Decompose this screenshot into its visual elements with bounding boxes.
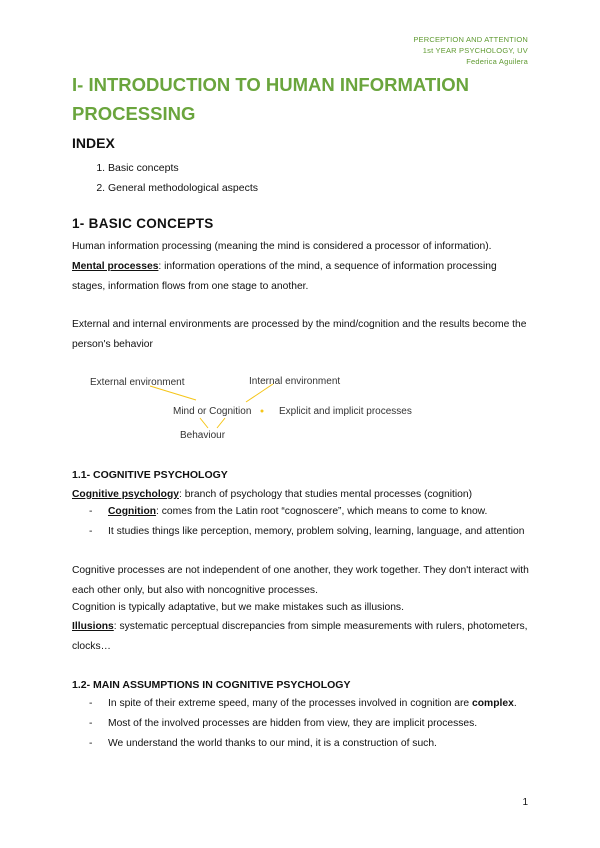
paragraph-adaptative: Cognition is typically adaptative, but we make mistakes such as illusions.	[72, 602, 404, 613]
definition-mental-processes: : information operations of the mind, a sequence of information processing stages, information flows from one stage to another.	[72, 261, 497, 292]
list-item	[72, 694, 532, 714]
arrow-external-to-mind	[150, 386, 196, 400]
assumption-emphasis: complex	[472, 698, 514, 709]
section-heading-cognitive-psychology: 1.1- COGNITIVE PSYCHOLOGY	[72, 469, 228, 481]
term-cognitive-psychology: Cognitive psychology	[72, 489, 179, 500]
section-heading-basic-concepts: 1- BASIC CONCEPTS	[72, 216, 214, 231]
arrow-mind-to-behaviour	[200, 418, 208, 428]
assumptions-bullet-list	[72, 694, 532, 754]
processing-diagram	[80, 370, 460, 450]
list-item: - It studies things like perception, memory, problem solving, learning, language, and attention	[72, 522, 532, 542]
page-number: 1	[522, 797, 528, 808]
header-year: 1st YEAR PSYCHOLOGY, UV	[422, 46, 528, 55]
section-heading-main-assumptions: 1.2- MAIN ASSUMPTIONS IN COGNITIVE PSYCHOLOGY	[72, 679, 351, 691]
header-author: Federica Aguilera	[466, 57, 528, 66]
term-illusions: Illusions	[72, 621, 114, 632]
list-item	[72, 502, 532, 522]
assumption-text-end: .	[513, 698, 517, 709]
header-course: PERCEPTION AND ATTENTION	[413, 35, 528, 44]
label-mind-cognition: Mind or Cognition	[173, 406, 252, 417]
page-title: I- INTRODUCTION TO HUMAN INFORMATION PROCESSING	[72, 74, 470, 124]
definition-cognitive-psychology: : branch of psychology that studies mental processes (cognition)	[179, 489, 473, 500]
definition-illusions: : systematic perceptual discrepancies from simple measurements with rulers, photometers, clocks…	[72, 621, 528, 652]
paragraph-hip: Human information processing (meaning the mind is considered a processor of information).	[72, 241, 492, 252]
list-item: - We understand the world thanks to our mind, it is a construction of such.	[72, 734, 532, 754]
arrow-processes-marker	[261, 410, 264, 413]
paragraph-illusions	[72, 617, 532, 657]
index-item: 1. Basic concepts	[108, 158, 258, 178]
label-internal-environment: Internal environment	[249, 376, 341, 387]
list-item: - Most of the involved processes are hidden from view, they are implicit processes.	[72, 714, 532, 734]
index-list	[72, 158, 258, 198]
label-behaviour: Behaviour	[180, 430, 226, 441]
paragraph-environments: External and internal environments are processed by the mind/cognition and the results become the person's behavior	[72, 319, 527, 350]
label-processes: Explicit and implicit processes	[279, 406, 412, 417]
paragraph-cognitive-processes: Cognitive processes are not independent of one another, they work together. They don't interact with each other only, but also with noncognitive processes.	[72, 565, 529, 596]
paragraph-mental-processes	[72, 257, 532, 297]
running-header	[413, 34, 528, 67]
index-item: 2. General methodological aspects	[108, 178, 258, 198]
label-external-environment: External environment	[90, 377, 185, 388]
assumption-text: In spite of their extreme speed, many of the processes involved in cognition are	[108, 698, 473, 709]
arrow-mind-to-behaviour-2	[217, 418, 225, 428]
index-heading: INDEX	[72, 135, 115, 151]
term-cognition: Cognition	[108, 506, 157, 517]
cognition-bullet-list	[72, 502, 532, 542]
definition-cognition: : comes from the Latin root “cognoscere”, which means to come to know.	[156, 506, 488, 517]
term-mental-processes: Mental processes	[72, 261, 159, 272]
